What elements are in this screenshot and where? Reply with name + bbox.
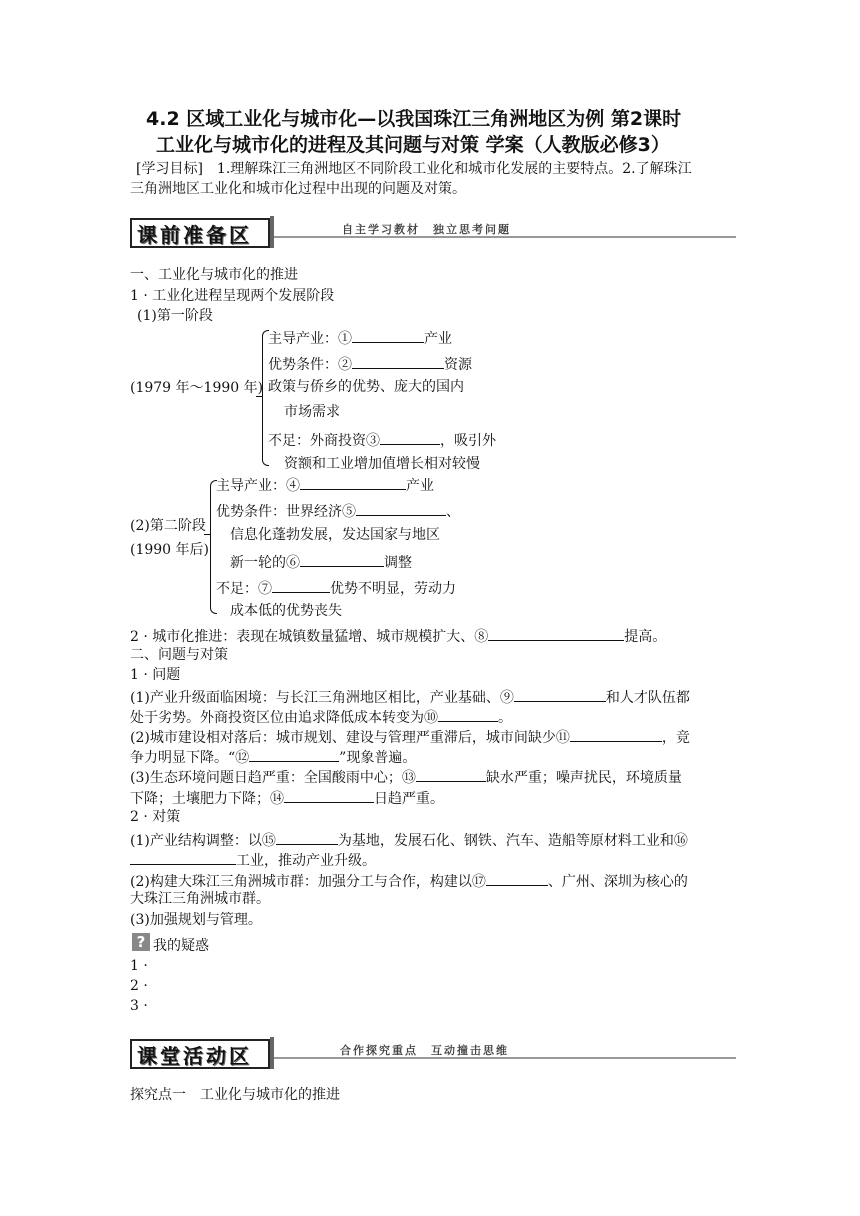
s2-advantage: 优势条件：世界经济⑤ 、	[216, 504, 460, 520]
banner-title: 课前准备区	[137, 223, 252, 247]
blank-9[interactable]	[514, 688, 606, 702]
stage2-label: (2)第二阶段	[130, 518, 206, 534]
learning-objectives-line2: 三角洲地区工业化和城市化过程中出现的问题及对策。	[130, 181, 466, 197]
s1-market: 市场需求	[284, 404, 340, 420]
doubt-item-2: 2 ·	[130, 978, 148, 994]
blank-6[interactable]	[300, 553, 384, 567]
problem2-line1: (2)城市建设相对落后：城市规划、建设与管理严重滞后，城市间缺少⑪ ，竞	[130, 730, 690, 746]
blank-14[interactable]	[284, 789, 374, 803]
blank-16[interactable]	[130, 851, 236, 865]
doc-title-line1: 4.2 区域工业化与城市化—以我国珠江三角洲地区为例 第2课时	[146, 108, 682, 130]
problem2-line2: 争力明显下降。“⑫ ”现象普遍。	[130, 750, 417, 766]
question-icon: ?	[132, 933, 150, 951]
measure2-line2: 大珠江三角洲城市群。	[130, 891, 270, 907]
blank-8[interactable]	[488, 627, 624, 641]
blank-7[interactable]	[272, 579, 330, 593]
s1-leading-industry: 主导产业：① 产业	[268, 331, 452, 347]
blank-12[interactable]	[249, 748, 339, 762]
s2-leading-industry: 主导产业：④ 产业	[216, 478, 434, 494]
blank-1[interactable]	[352, 329, 424, 343]
stage2-brace-tip	[204, 534, 210, 535]
problem3-line2: 下降；土壤肥力下降；⑭ 日趋严重。	[130, 791, 444, 807]
measure1-line2: 工业，推动产业升级。	[130, 851, 376, 868]
blank-13[interactable]	[416, 768, 486, 782]
s2-info: 信息化蓬勃发展，发达国家与地区	[230, 527, 440, 543]
measure3: (3)加强规划与管理。	[130, 912, 262, 928]
blank-10[interactable]	[438, 708, 498, 722]
s1-shortfall-cont: 资额和工业增加值增长相对较慢	[284, 456, 480, 472]
blank-2[interactable]	[352, 355, 444, 369]
stage1-label: (1)第一阶段	[137, 308, 213, 324]
banner-subtitle: 合作探究重点 互动撞击思维	[340, 1044, 509, 1057]
banner-title: 课堂活动区	[137, 1044, 252, 1068]
problems-heading: 1 · 问题	[130, 667, 181, 683]
doubt-item-3: 3 ·	[130, 998, 148, 1014]
blank-17[interactable]	[486, 872, 548, 886]
part1-heading: 一、工业化与城市化的推进	[130, 267, 298, 283]
explore-point-1: 探究点一 工业化与城市化的推进	[130, 1087, 340, 1103]
s1-advantage: 优势条件：② 资源	[268, 357, 472, 373]
stage2-years: (1990 年后)	[130, 542, 210, 558]
blank-4[interactable]	[300, 476, 406, 490]
s2-shortfall-cont: 成本低的优势丧失	[230, 603, 342, 619]
s1-policy: 政策与侨乡的优势、庞大的国内	[268, 379, 464, 395]
doubts-label: 我的疑惑	[153, 938, 209, 954]
measure2-line1: (2)构建大珠江三角洲城市群：加强分工与合作，构建以⑰ 、广州、深圳为核心的	[130, 874, 688, 890]
banner-subtitle: 自主学习教材 独立思考问题	[342, 223, 511, 236]
blank-5[interactable]	[356, 502, 446, 516]
problem1-line2: 处于劣势。外商投资区位由追求降低成本转变为⑩ 。	[130, 710, 512, 726]
measures-heading: 2 · 对策	[130, 809, 181, 825]
s1-shortfall: 不足：外商投资③ ，吸引外	[268, 433, 496, 449]
s2-adjust: 新一轮的⑥ 调整	[230, 555, 412, 571]
part2-heading: 二、问题与对策	[130, 647, 228, 663]
s2-shortfall: 不足：⑦ 优势不明显，劳动力	[216, 581, 456, 597]
blank-11[interactable]	[570, 728, 662, 742]
measure1-line1: (1)产业结构调整：以⑮ 为基地，发展石化、钢铁、汽车、造船等原材料工业和⑯	[130, 833, 688, 849]
stage1-years: (1979 年～1990 年)	[130, 380, 264, 396]
part1-item2: 2 · 城市化推进：表现在城镇数量猛增、城市规模扩大、⑧ 提高。	[130, 629, 667, 645]
part1-item1: 1 · 工业化进程呈现两个发展阶段	[130, 288, 335, 304]
learning-objectives-line1: [学习目标] 1.理解珠江三角洲地区不同阶段工业化和城市化发展的主要特点。2.了解珠江	[136, 161, 692, 177]
blank-3[interactable]	[380, 431, 440, 445]
blank-15[interactable]	[276, 831, 338, 845]
banner-bar	[270, 1037, 274, 1069]
doubt-item-1: 1 ·	[130, 958, 148, 974]
stage1-brace-tip	[256, 396, 262, 397]
problem3-line1: (3)生态环境问题日趋严重：全国酸雨中心；⑬ 缺水严重；噪声扰民，环境质量	[130, 770, 682, 786]
doc-title-line2: 工业化与城市化的进程及其问题与对策 学案（人教版必修3）	[156, 134, 670, 156]
banner-bar	[270, 216, 274, 248]
problem1-line1: (1)产业升级面临困境：与长江三角洲地区相比，产业基础、⑨ 和人才队伍都	[130, 690, 690, 706]
